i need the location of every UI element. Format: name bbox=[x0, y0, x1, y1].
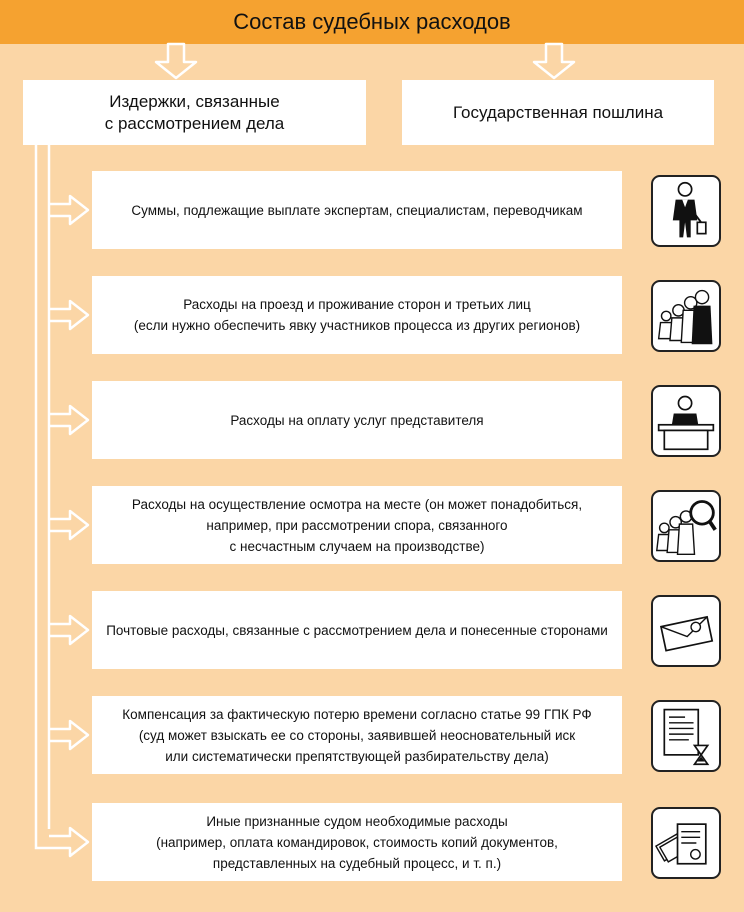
branch-arrow-2 bbox=[49, 301, 88, 329]
diagram-title: Состав судебных расходов bbox=[0, 0, 744, 44]
item-5-line-1: Почтовые расходы, связанные с рассмотрением дела и понесенные сторонами bbox=[106, 622, 608, 638]
left-category-line1: Издержки, связанные bbox=[109, 91, 280, 111]
item-7-line-1: Иные признанные судом необходимые расходы bbox=[206, 813, 508, 829]
right-category-box bbox=[402, 80, 714, 145]
left-category-box bbox=[23, 80, 366, 145]
item-1-line-1: Суммы, подлежащие выплате экспертам, специалистам, переводчикам bbox=[131, 202, 583, 218]
down-arrow-left bbox=[156, 44, 196, 78]
item-4-line-1: Расходы на осуществление осмотра на месте (он может понадобиться, bbox=[131, 496, 583, 512]
branch-arrow-4 bbox=[49, 511, 88, 539]
item-box-6 bbox=[92, 696, 622, 774]
item-2-line-2: (если нужно обеспечить явку участников процесса из других регионов) bbox=[133, 318, 581, 333]
down-arrow-right bbox=[534, 44, 574, 78]
item-7-line-2: (например, оплата командировок, стоимость копий документов, bbox=[156, 834, 558, 850]
magnifier-inspection-icon bbox=[651, 490, 721, 562]
item-6-line-2: (суд может взыскать ее со стороны, заявившей неосновательный иск bbox=[138, 727, 576, 743]
representative-at-desk-icon bbox=[651, 385, 721, 457]
branch-arrow-6 bbox=[49, 721, 88, 749]
expert-with-briefcase-icon bbox=[651, 175, 721, 247]
right-category-label: Государственная пошлина bbox=[452, 102, 664, 122]
branch-arrows bbox=[36, 196, 88, 856]
item-box-3 bbox=[92, 381, 622, 459]
item-box-2 bbox=[92, 276, 622, 354]
group-of-people-icon bbox=[651, 280, 721, 352]
branch-arrow-7 bbox=[49, 828, 88, 856]
item-box-7 bbox=[92, 803, 622, 881]
item-6-line-1: Компенсация за фактическую потерю времени согласно статье 99 ГПК РФ bbox=[122, 706, 592, 722]
branch-arrow-3 bbox=[49, 406, 88, 434]
trunk-elbow bbox=[36, 842, 49, 848]
item-7-line-3: представленных на судебный процесс, и т. п.) bbox=[212, 855, 502, 871]
money-and-documents-icon bbox=[651, 807, 721, 879]
item-box-1 bbox=[92, 171, 622, 249]
item-4-line-2: например, при рассмотрении спора, связанного bbox=[206, 517, 508, 533]
branch-arrow-5 bbox=[49, 616, 88, 644]
item-3-line-1: Расходы на оплату услуг представителя bbox=[230, 412, 484, 428]
left-category-line2: с рассмотрением дела bbox=[104, 113, 285, 133]
item-6-line-3: или систематически препятствующей разбирательству дела) bbox=[165, 748, 549, 764]
item-box-4 bbox=[92, 486, 622, 564]
item-box-5 bbox=[92, 591, 622, 669]
envelope-icon bbox=[651, 595, 721, 667]
document-hourglass-icon bbox=[651, 700, 721, 772]
item-4-line-3: с несчастным случаем на производстве) bbox=[229, 538, 485, 554]
branch-arrow-1 bbox=[49, 196, 88, 224]
item-2-line-1: Расходы на проезд и проживание сторон и третьих лиц bbox=[183, 297, 531, 312]
